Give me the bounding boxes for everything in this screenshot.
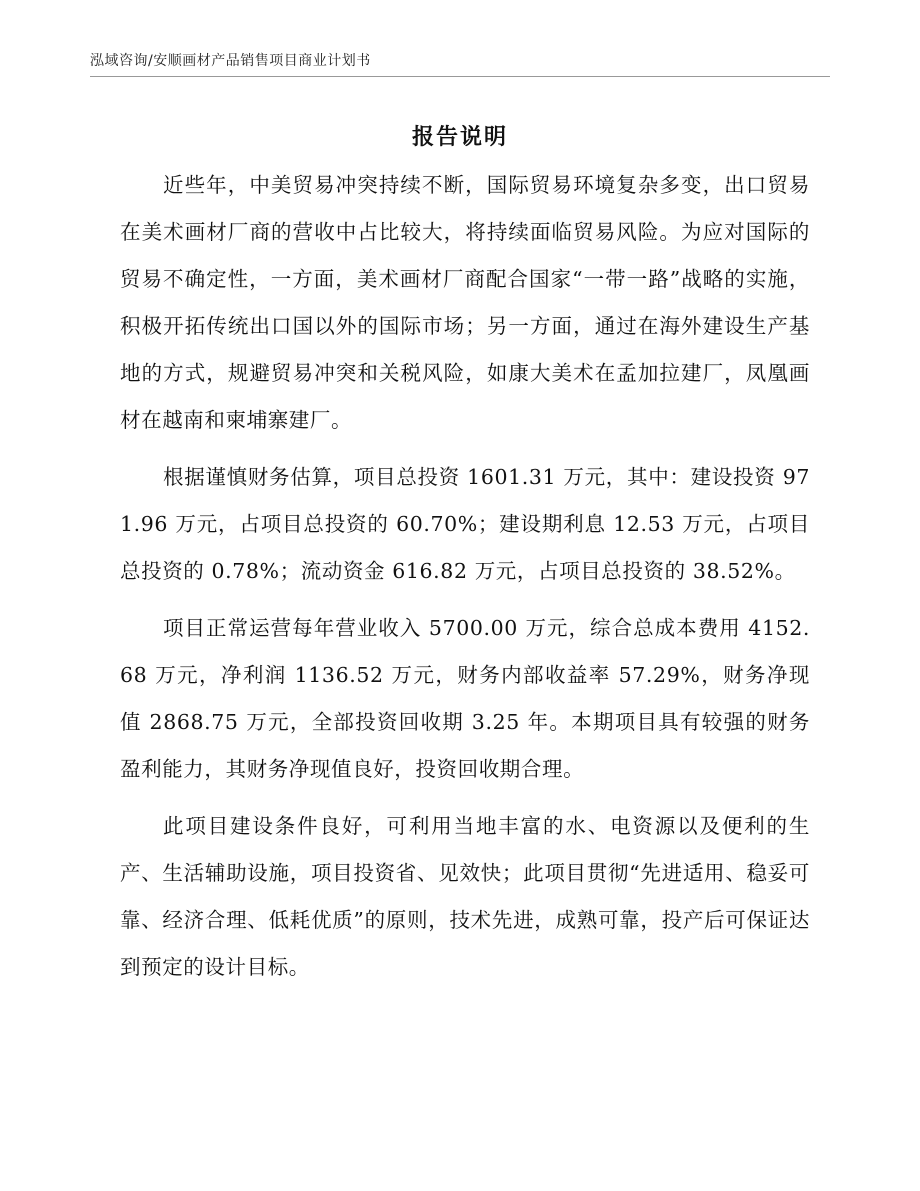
paragraph-investment-estimate: 根据谨慎财务估算，项目总投资 1601.31 万元，其中：建设投资 971.96 万元，占项目总投资的 60.70%；建设期利息 12.53 万元，占项目总投资的 0.78%；流动资金 616.82 万元，占项目总投资的 38.52%。 bbox=[120, 465, 810, 583]
paragraph-financial-returns: 项目正常运营每年营业收入 5700.00 万元，综合总成本费用 4152.68 万元，净利润 1136.52 万元，财务内部收益率 57.29%，财务净现值 2868.75 万元，全部投资回收期 3.25 年。本期项目具有较强的财务盈利能力，其财务净现值良好，投资回收期合理。 bbox=[120, 616, 810, 781]
paragraph-trade-background: 近些年，中美贸易冲突持续不断，国际贸易环境复杂多变，出口贸易在美术画材厂商的营收中占比较大，将持续面临贸易风险。为应对国际的贸易不确定性，一方面，美术画材厂商配合国家“一带一路”战略的实施，积极开拓传统出口国以外的国际市场；另一方面，通过在海外建设生产基地的方式，规避贸易冲突和关税风险，如康大美术在孟加拉建厂，凤凰画材在越南和柬埔寨建厂。 bbox=[120, 173, 810, 432]
header-rule bbox=[90, 76, 830, 77]
paragraph-construction-conditions: 此项目建设条件良好，可利用当地丰富的水、电资源以及便利的生产、生活辅助设施，项目投资省、见效快；此项目贯彻“先进适用、稳妥可靠、经济合理、低耗优质”的原则，技术先进，成熟可靠，投产后可保证达到预定的设计目标。 bbox=[120, 814, 810, 979]
body-text bbox=[120, 162, 810, 1001]
document-title: 报告说明 bbox=[411, 125, 508, 150]
page-header: 泓域咨询/安顺画材产品销售项目商业计划书 bbox=[90, 53, 371, 69]
